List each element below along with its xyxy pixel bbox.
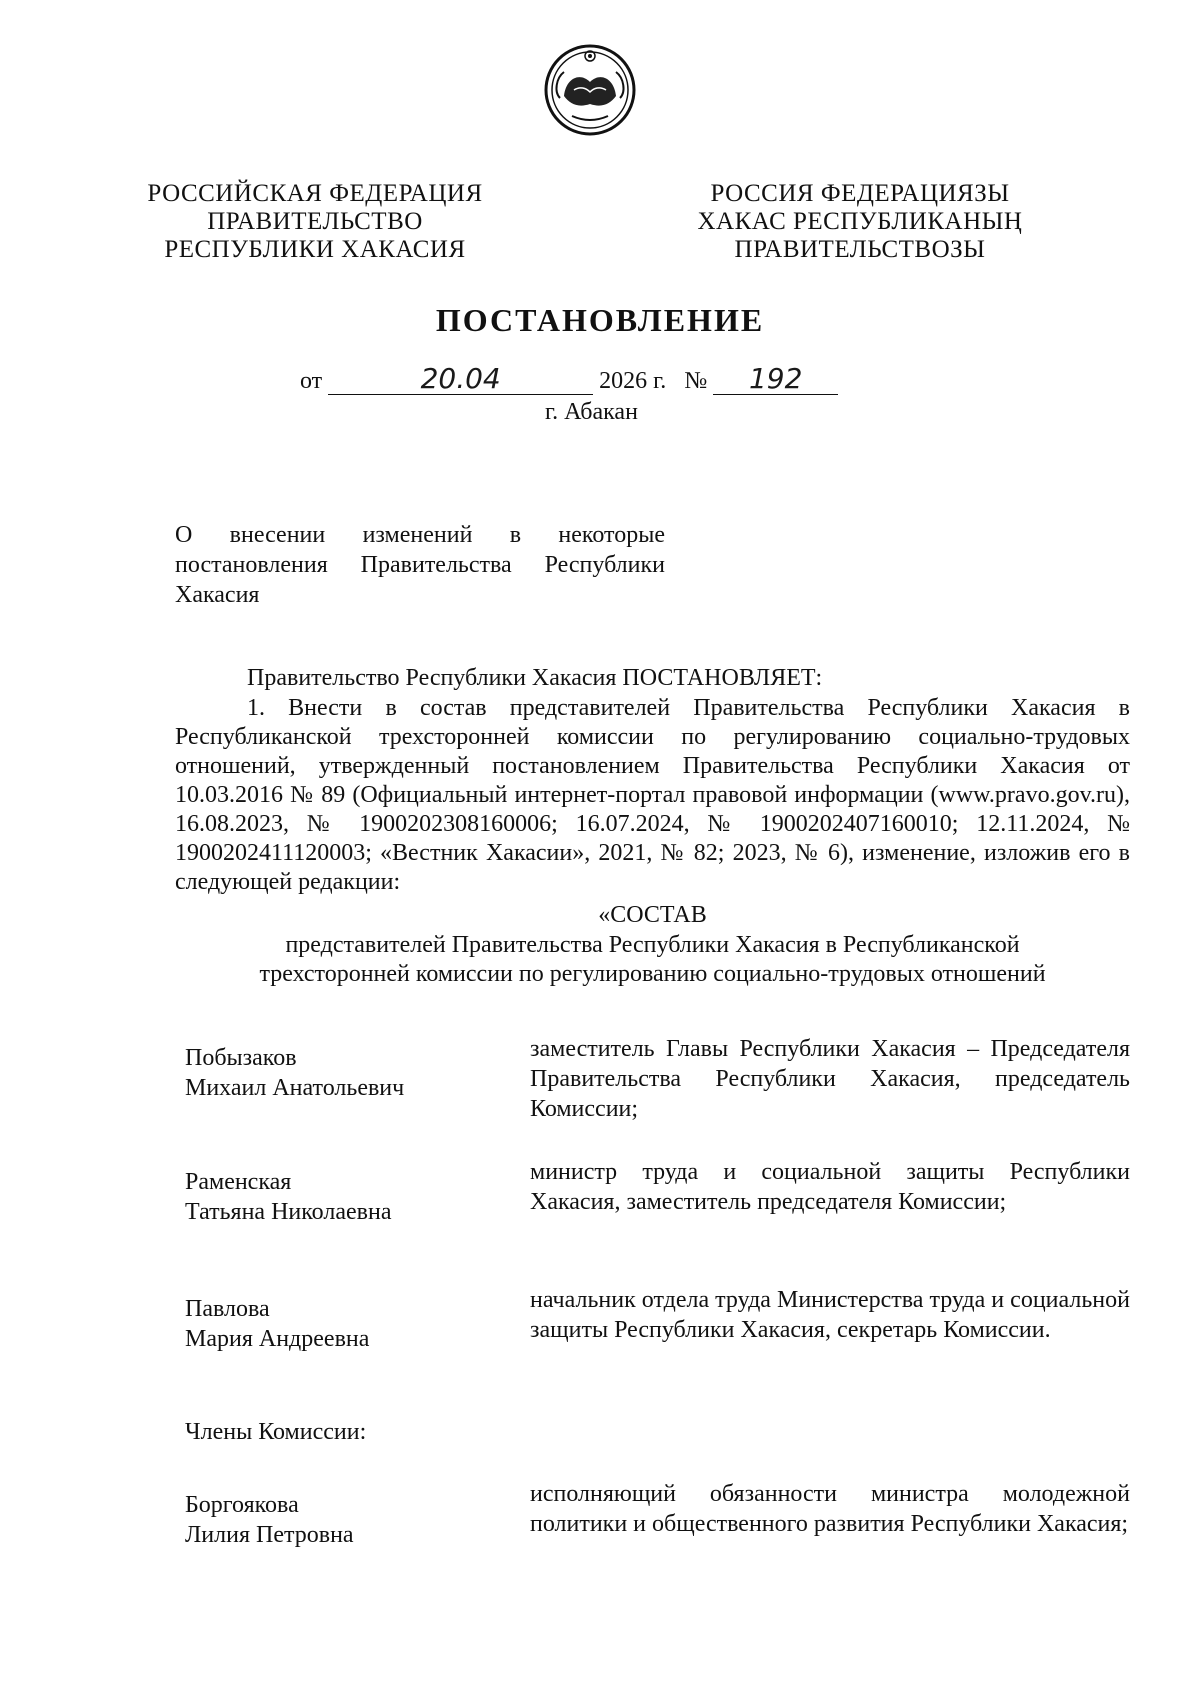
year-label: 2026 г.	[599, 368, 667, 394]
composition-title: «СОСТАВ	[598, 902, 707, 928]
header-left-line: РОССИЙСКАЯ ФЕДЕРАЦИЯ	[147, 180, 483, 207]
number-label: №	[684, 368, 708, 394]
header-left-line: ПРАВИТЕЛЬСТВО	[207, 208, 423, 235]
member-role: исполняющий обязанности министра молодежной политики и общественного развития Республики Хакасия;	[530, 1481, 1130, 1537]
member-name	[185, 1294, 485, 1354]
header-right-block	[690, 180, 1030, 264]
member-name	[185, 1490, 485, 1550]
member-surname: Павлова	[185, 1296, 270, 1322]
date-field	[328, 362, 593, 395]
header-left-line: РЕСПУБЛИКИ ХАКАСИЯ	[164, 236, 466, 263]
member-given-name: Лилия Петровна	[185, 1522, 354, 1548]
handwritten-date: 20.04	[420, 362, 501, 395]
city-label: г. Абакан	[545, 399, 638, 425]
subject-heading: О внесении изменений в некоторые постановления Правительства Республики Хакасия	[175, 522, 665, 608]
member-name	[185, 1167, 485, 1227]
document-title: ПОСТАНОВЛЕНИЕ	[435, 302, 765, 338]
handwritten-number: 192	[748, 362, 803, 395]
member-given-name: Мария Андреевна	[185, 1326, 370, 1352]
header-right-line: РОССИЯ ФЕДЕРАЦИЯЗЫ	[710, 180, 1010, 207]
from-label: от	[300, 368, 323, 394]
member-surname: Боргоякова	[185, 1492, 299, 1518]
member-given-name: Михаил Анатольевич	[185, 1075, 405, 1101]
member-surname: Побызаков	[185, 1045, 297, 1071]
coat-of-arms-icon	[540, 38, 640, 138]
member-surname: Раменская	[185, 1169, 292, 1195]
composition-subtitle	[175, 931, 1130, 989]
header-left-block	[145, 180, 485, 264]
header-right-line: ХАКАС РЕСПУБЛИКАНЫҢ	[697, 208, 1023, 235]
member-name	[185, 1043, 485, 1103]
preamble: Правительство Республики Хакасия ПОСТАНОВЛЯЕТ:	[247, 665, 823, 691]
number-field	[713, 362, 838, 395]
paragraph-1: 1. Внести в состав представителей Правительства Республики Хакасия в Республиканской трехсторонней комиссии по регулированию социально-трудовых отношений, утвержденный постановлением Правительства Республики Хакасия от 10.03.2016 № 89 (Официальный интернет-портал правовой информации (www.pravo.gov.ru), 16.08.2023, № 1900202308160006; 16.07.2024, № 1900202407160010; 12.11.2024, № 1900202411120003; «Вестник Хакасии», 2021, № 82; 2023, № 6), изменение, изложив его в следующей редакции:	[175, 695, 1130, 895]
header-right-line: ПРАВИТЕЛЬСТВОЗЫ	[734, 236, 986, 263]
member-role: министр труда и социальной защиты Республики Хакасия, заместитель председателя Комиссии;	[530, 1159, 1130, 1215]
members-heading: Члены Комиссии:	[185, 1419, 367, 1445]
member-given-name: Татьяна Николаевна	[185, 1199, 392, 1225]
date-number-line	[300, 362, 838, 395]
member-role: начальник отдела труда Министерства труда и социальной защиты Республики Хакасия, секретарь Комиссии.	[530, 1287, 1130, 1343]
composition-subtitle-line: представителей Правительства Республики Хакасия в Республиканской	[285, 932, 1020, 958]
composition-subtitle-line: трехсторонней комиссии по регулированию социально-трудовых отношений	[259, 961, 1046, 987]
member-role: заместитель Главы Республики Хакасия – Председателя Правительства Республики Хакасия, председатель Комиссии;	[530, 1036, 1130, 1122]
